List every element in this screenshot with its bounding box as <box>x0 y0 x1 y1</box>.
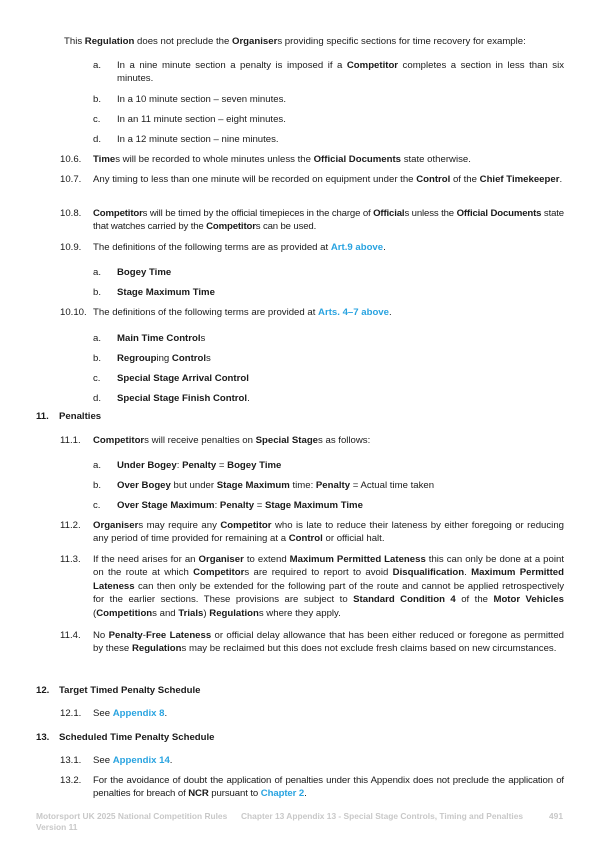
appendix-8-link[interactable]: Appendix 8 <box>112 708 165 719</box>
document-page: This Regulation does not preclude the Organisers providing specific sections for time recovery for example: a. In a nine minute section a penalty is imposed if a Competitor completes a section in less than six minutes. b. In a 10 minute section – seven minutes. c. In an 11 minute section – eight minutes. d. In a 12 minute section – nine minutes. 10.6. Times will be recorded to whole minutes unless the Official Documents state otherwise. 10.7. Any timing to less than one minute will be recorded on equipment under the Control of the Chief Timekeeper. 10.8. Competitors will be timed by the official timepieces in the charge of Officials unless the Official Documents state that watches carried by the Competitors can be used. 10.9. The definitions of the following terms are as provided at Art.9 above. a. Bogey Time b. Stage Maximum Time 10.10. The definitions of the following terms are provided at Arts. 4–7 above. a. Main Time Controls b. Regrouping Controls c. Special Stage Arrival Control d. Special Stage Finish Control. 11. Penalties 11.1. Competitors will receive penalties on Special Stages as follows: a. Under Bogey: Penalty = Bogey Time b. Over Bogey but under Stage Maximum time: Penalty = Actual time taken c. Over Stage Maximum: Penalty = Stage Maximum Time 11.2. Organisers may require any Competitor who is late to reduce their lateness by either foregoing or reducing any period of time provided for remaining at a Control or official halt. 11.3. If the need arises for an Organiser to extend Maximum Permitted Lateness this can only be done at a point on the route at which Competitors are required to report to avoid Disqualification. Maximum Permitted Lateness can then only be extended for the following part of the route and cannot be applied retrospectively for the earlier sections. These provisions are subject to Standard Condition 4 of the Motor Vehicles (Competitions and Trials) Regulations where they apply. 11.4. No Penalty-Free Lateness or official delay allowance that has been either reduced or foregone as permitted by these Regulations may be reclaimed but this does not exclude fresh claims based on new circumstances. 12. Target Timed Penalty Schedule 12.1. See Appendix 8. 13. Scheduled Time Penalty Schedule 13.1. See Appendix 14. 13.2. For the avoidance of doubt the application of penalties under this Appendix does not preclude the application of penalties for breach of NCR pursuant to Chapter 2. Motorsport UK 2025 National Competition Rules Version 11 Chapter 13 Appendix 13 - Special Stage Controls, Timing and Penalties 491 <box>36 36 564 832</box>
page-number: 491 <box>549 811 563 821</box>
intro-paragraph: This Regulation does not preclude the Organisers providing specific sections for time recovery for example: <box>64 36 526 47</box>
articles-link[interactable]: Arts. 4–7 above <box>318 307 389 318</box>
footer-chapter: Chapter 13 Appendix 13 - Special Stage Controls, Timing and Penalties <box>241 811 524 821</box>
appendix-14-link[interactable]: Appendix 14 <box>112 755 170 766</box>
chapter-2-link[interactable]: Chapter 2 <box>260 788 305 800</box>
footer-left: Motorsport UK 2025 National Competition Rules Version 11 <box>36 811 228 832</box>
article-link[interactable]: Art.9 above <box>330 242 384 253</box>
